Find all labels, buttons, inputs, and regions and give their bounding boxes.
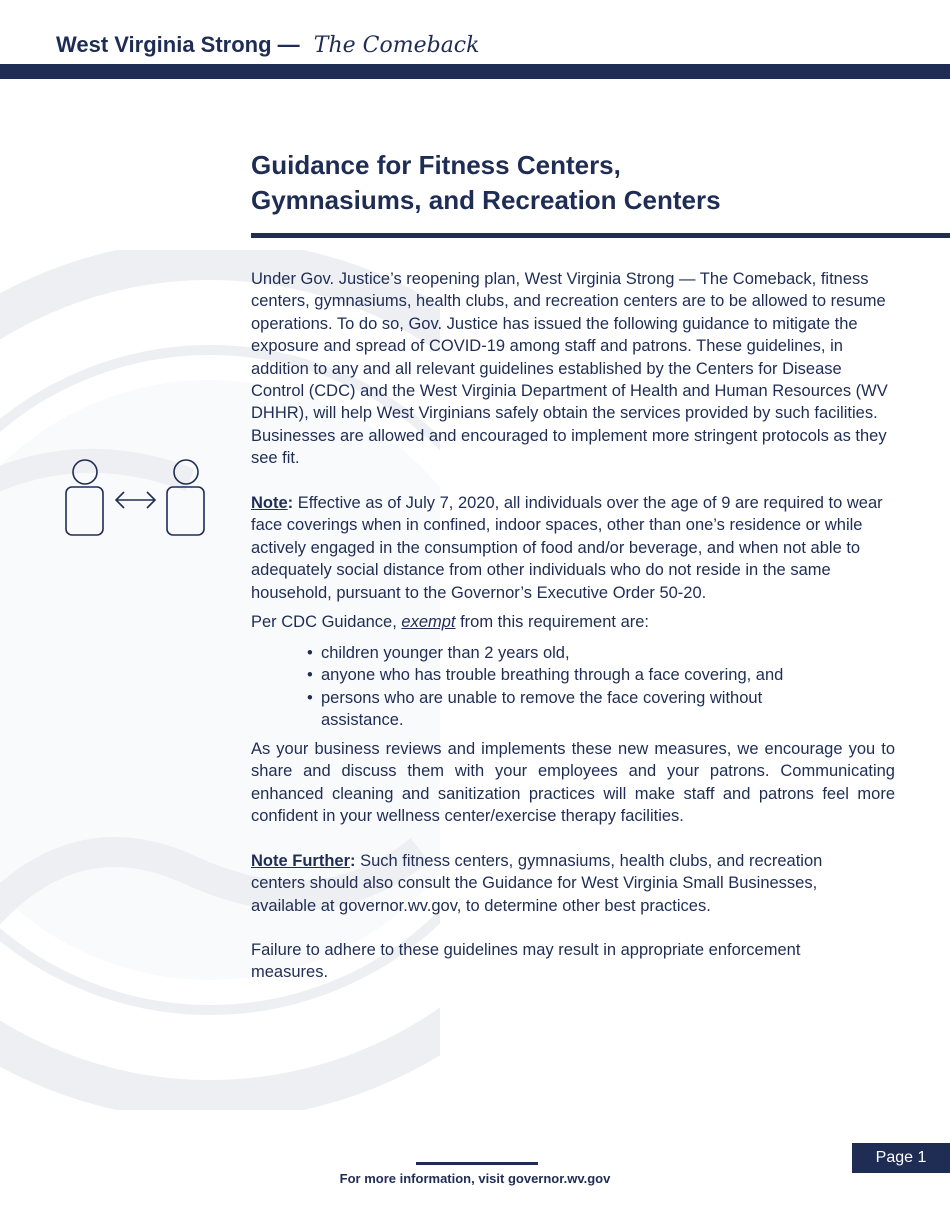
note-further-paragraph <box>251 850 851 917</box>
exemptions-list <box>307 642 807 732</box>
footer-divider <box>416 1162 538 1165</box>
list-item: • persons who are unable to remove the face covering without assistance. <box>307 688 763 730</box>
list-item: • children younger than 2 years old, <box>307 644 570 662</box>
intro-paragraph: Under Gov. Justice’s reopening plan, West Virginia Strong — The Comeback, fitness centers, gymnasiums, health clubs, and recreation centers are to be allowed to resume operations. To do so, Gov. Justice has issued the following guidance to mitigate the exposure and spread of COVID-19 among staff and patrons. These guidelines, in addition to any and all relevant guidelines established by the Centers for Disease Control (CDC) and the West Virginia Department of Health and Human Resources (WV DHHR), will help West Virginians safely obtain the services provided by such facilities. Businesses are allowed and encouraged to implement more stringent protocols as they see fit. <box>251 270 888 468</box>
social-distance-icon <box>62 456 208 540</box>
header-title-text: West Virginia Strong — <box>56 32 300 57</box>
note-further-label: Note Further: <box>251 852 356 870</box>
cdc-suffix: from this requirement are: <box>455 613 650 631</box>
header-bar <box>0 64 950 79</box>
list-item: • anyone who has trouble breathing through a face covering, and <box>307 666 784 685</box>
page-title <box>251 148 901 218</box>
cdc-prefix: Per CDC Guidance, <box>251 613 402 631</box>
note-further-text: Such fitness centers, gymnasiums, health clubs, and recreation centers should also consult the Guidance for West Virginia Small Businesses, available at governor.wv.gov, to determine other best practices. <box>251 852 823 915</box>
footer-info: For more information, visit governor.wv.gov <box>339 1171 611 1186</box>
note-paragraph <box>251 492 891 604</box>
title-line-1: Guidance for Fitness Centers, <box>251 150 621 180</box>
note-text: Effective as of July 7, 2020, all individuals over the age of 9 are required to wear face coverings when in confined, indoor spaces, other than one’s residence or while actively engaged in the consumption of food and/or beverage, and when not able to adequately social distance from other individuals who do not reside in the same household, pursuant to the Governor’s Executive Order 50-20. <box>251 494 883 602</box>
note-label: Note: <box>251 494 294 512</box>
header-title <box>56 32 479 58</box>
failure-paragraph: Failure to adhere to these guidelines may result in appropriate enforcement measures. <box>251 941 801 982</box>
title-line-2: Gymnasiums, and Recreation Centers <box>251 185 721 215</box>
page-number-badge: Page 1 <box>852 1143 950 1173</box>
title-divider <box>251 233 950 238</box>
encourage-paragraph: As your business reviews and implements these new measures, we encourage you to share and discuss them with your employees and your patrons. Communicating enhanced cleaning and sanitization practices will make staff and patrons feel more confident in your wellness center/exercise therapy facilities. <box>251 740 895 826</box>
header-script-title: The Comeback <box>313 33 480 58</box>
exempt-word: exempt <box>401 613 456 631</box>
cdc-guidance-line <box>251 611 891 633</box>
